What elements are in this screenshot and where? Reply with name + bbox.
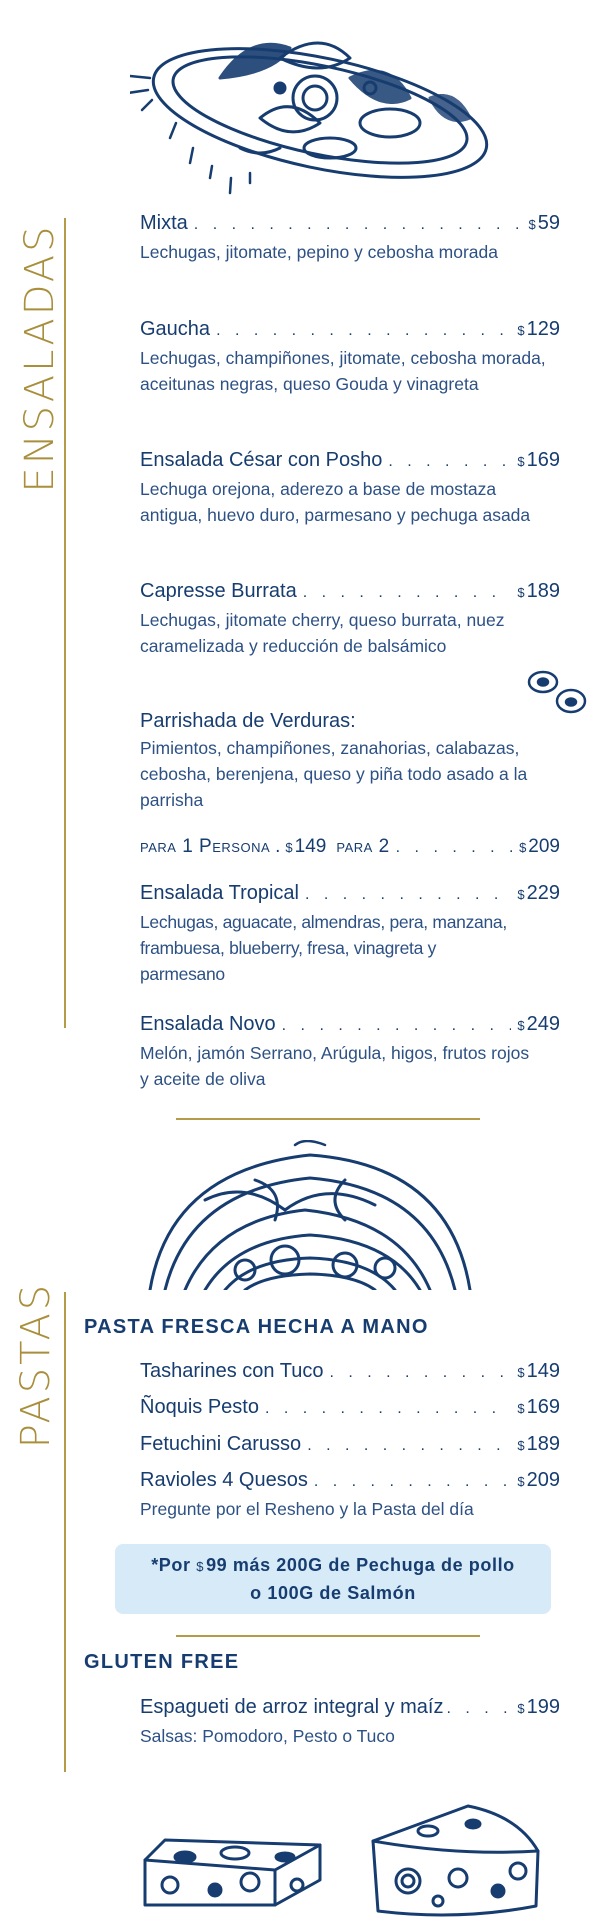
note-line-2: o 100G de Salmón	[250, 1582, 416, 1603]
option-1-label: para 1 Persona	[140, 836, 271, 857]
item-name: Ñoquis Pesto	[140, 1396, 259, 1418]
item-description: Lechugas, jitomate cherry, queso burrata, nuez caramelizada y reducción de balsámico	[140, 610, 505, 656]
item-name: Ravioles 4 Quesos	[140, 1469, 308, 1491]
pastas-divider-line	[64, 1292, 66, 1772]
menu-item	[140, 1394, 560, 1422]
ensaladas-divider-line	[64, 218, 66, 1028]
cheese-slice-illustration	[125, 1820, 325, 1920]
item-price: $ 149	[517, 1360, 560, 1382]
item-price: $ 199	[517, 1696, 560, 1718]
leader-dots	[307, 1433, 511, 1459]
menu-item	[140, 1431, 560, 1459]
item-description: Pregunte por el Resheno y la Pasta del día	[140, 1499, 474, 1519]
item-description: Melón, jamón Serrano, Arúgula, higos, frutos rojos y aceite de oliva	[140, 1043, 530, 1089]
item-name: Capresse Burrata	[140, 580, 297, 602]
menu-item	[140, 210, 560, 265]
item-description: Pimientos, champiñones, zanahorias, calabazas, cebosha, berenjena, queso y piña todo asado a la parrisha	[140, 738, 528, 810]
menu-item	[140, 1467, 560, 1522]
section-title-ensaladas: ENSALADAS	[17, 223, 63, 493]
item-price: $ 59	[528, 212, 560, 234]
note-line-1: 99 más 200G de Pechuga de pollo	[206, 1554, 515, 1575]
item-price: $ 209	[517, 1469, 560, 1491]
item-name: Ensalada Tropical	[140, 882, 299, 904]
note-currency: $	[196, 1558, 205, 1574]
item-price: $ 169	[517, 449, 560, 471]
menu-item-gluten-free	[140, 1694, 560, 1749]
menu-item-parrishada	[140, 708, 560, 813]
leader-dots	[265, 1396, 511, 1422]
option-2-label: para 2	[336, 836, 390, 857]
extras-note	[115, 1544, 551, 1614]
item-price: $ 169	[517, 1396, 560, 1418]
leader-dots	[282, 1013, 512, 1039]
menu-item	[140, 1011, 560, 1092]
note-prefix: *Por	[151, 1554, 197, 1575]
cheese-wedge-illustration	[368, 1796, 548, 1924]
leader-dots	[216, 318, 511, 344]
leader-dots	[388, 449, 511, 475]
item-name: Tasharines con Tuco	[140, 1360, 324, 1382]
item-name: Ensalada César con Posho	[140, 449, 383, 471]
gluten-free-heading: GLUTEN FREE	[84, 1651, 240, 1673]
item-name: Gaucha	[140, 318, 211, 340]
leader-dots	[329, 1360, 511, 1386]
item-price: $ 249	[517, 1013, 560, 1035]
item-description: Lechugas, jitomate, pepino y cebosha morada	[140, 242, 499, 262]
item-name: Espagueti de arroz integral y maíz	[140, 1696, 444, 1718]
menu-item	[140, 316, 560, 397]
item-description: Lechugas, champiñones, jitomate, cebosha morada, aceitunas negras, queso Gouda y vinagreta	[140, 348, 546, 394]
item-description: Lechuga orejona, aderezo a base de mostaza antigua, huevo duro, parmesano y pechuga asada	[140, 479, 531, 525]
leader-dots	[303, 580, 512, 606]
option-1-price: $ 149	[285, 836, 327, 857]
menu-item	[140, 1358, 560, 1386]
menu-item	[140, 880, 560, 987]
item-price: $ 189	[517, 1433, 560, 1455]
item-name: Parrishada de Verduras:	[140, 710, 356, 732]
section-title-pastas: PASTAS	[13, 1281, 59, 1449]
item-price: $ 129	[517, 318, 560, 340]
leader-dots	[194, 212, 523, 238]
option-2-price: $ 209	[519, 836, 560, 857]
pasta-bowl-illustration	[145, 1140, 475, 1290]
section-separator	[176, 1635, 480, 1637]
pasta-fresca-heading: PASTA FRESCA HECHA A MANO	[84, 1316, 429, 1338]
item-price: $ 229	[517, 882, 560, 904]
item-description: Salsas: Pomodoro, Pesto o Tuco	[140, 1726, 395, 1746]
leader-dots	[447, 1696, 515, 1722]
leader-dots	[305, 882, 511, 908]
salad-bowl-illustration	[130, 18, 510, 218]
menu-item	[140, 447, 560, 528]
parrishada-prices: para 1 Persona . $ 149 para 2 . . . $ 209	[140, 834, 560, 861]
item-price: $ 189	[517, 580, 560, 602]
menu-item	[140, 578, 560, 659]
item-description: Lechugas, aguacate, almendras, pera, manzana, frambuesa, blueberry, fresa, vinagreta y parmesano	[140, 912, 507, 984]
item-name: Mixta	[140, 212, 188, 234]
leader-dots	[396, 835, 513, 861]
item-name: Ensalada Novo	[140, 1013, 276, 1035]
section-separator	[176, 1118, 480, 1120]
item-name: Fetuchini Carusso	[140, 1433, 302, 1455]
leader-dots	[314, 1469, 512, 1495]
